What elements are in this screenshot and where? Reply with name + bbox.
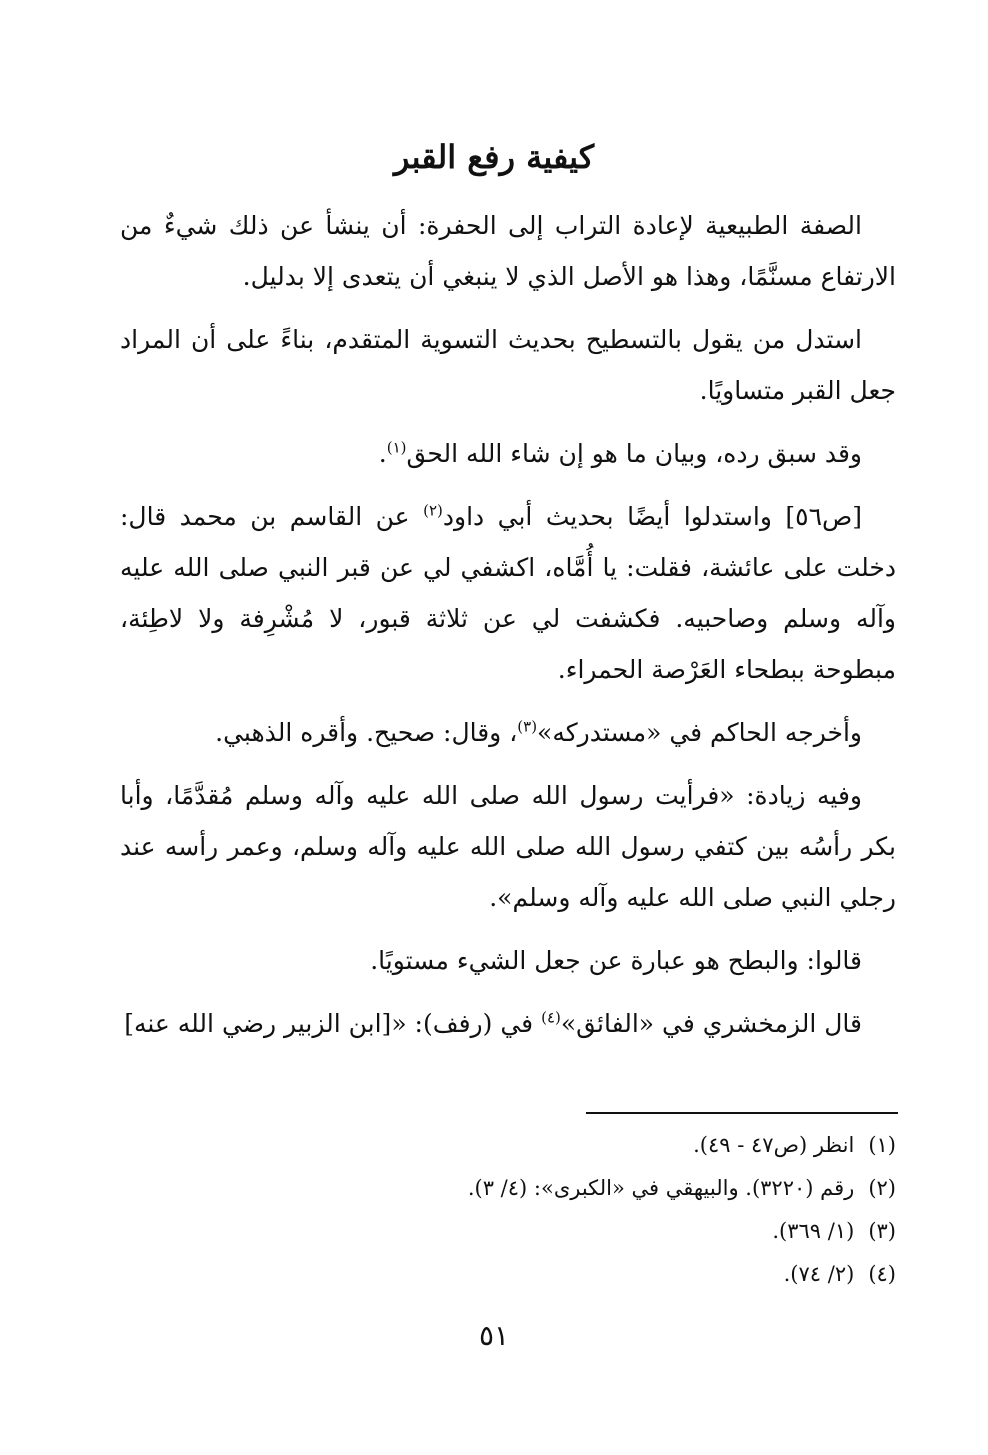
footnote-number: (١) xyxy=(868,1133,896,1157)
footnote-3 xyxy=(120,1210,896,1253)
paragraph-text: في (رفف): «[ابن الزبير رضي الله عنه] xyxy=(124,1009,542,1038)
footnote-divider xyxy=(586,1112,898,1114)
paragraph-text: الصفة الطبيعية لإعادة التراب إلى الحفرة: أن ينشأ عن ذلك شيءٌ من الارتفاع مسنَّمًا، وهذا هو الأصل الذي لا ينبغي أن يتعدى إلا بدليل. xyxy=(120,211,896,291)
page-number: ٥١ xyxy=(478,1319,510,1352)
paragraph-1 xyxy=(120,200,896,302)
footnote-4 xyxy=(120,1253,896,1296)
paragraph-4 xyxy=(120,491,896,695)
footnote-2 xyxy=(120,1167,896,1210)
footnote-text: انظر (ص٤٧ - ٤٩). xyxy=(693,1133,855,1157)
paragraph-3 xyxy=(120,428,896,479)
paragraph-text: قالوا: والبطح هو عبارة عن جعل الشيء مستويًا. xyxy=(370,946,862,975)
paragraph-text: ، وقال: صحيح. وأقره الذهبي. xyxy=(215,718,518,747)
paragraph-5 xyxy=(120,707,896,758)
paragraph-2 xyxy=(120,314,896,416)
paragraph-text: استدل من يقول بالتسطيح بحديث التسوية المتقدم، بناءً على أن المراد جعل القبر متساويًا. xyxy=(120,325,896,405)
paragraph-text: وأخرجه الحاكم في «مستدركه» xyxy=(537,718,862,747)
footnote-reference[interactable]: (١) xyxy=(386,438,407,457)
footnote-reference[interactable]: (٤) xyxy=(541,1008,561,1027)
footnote-reference[interactable]: (٢) xyxy=(423,501,443,520)
page-title: كيفية رفع القبر xyxy=(393,138,595,176)
footnote-text: (١/ ٣٦٩). xyxy=(772,1219,855,1243)
footnote-number: (٣) xyxy=(868,1219,896,1243)
footnote-text: رقم (٣٢٢٠). والبيهقي في «الكبرى»: (٤/ ٣). xyxy=(467,1176,855,1200)
footnote-reference[interactable]: (٣) xyxy=(517,717,538,736)
paragraph-text: وقد سبق رده، وبيان ما هو إن شاء الله الحق xyxy=(406,439,862,468)
footnote-1 xyxy=(120,1124,896,1167)
paragraph-7 xyxy=(120,935,896,986)
paragraph-6 xyxy=(120,770,896,923)
paragraph-text: عن القاسم بن محمد قال: دخلت على عائشة، فقلت: يا أُمَّاه، اكشفي لي عن قبر النبي صلى الله عليه وآله وسلم وصاحبيه. فكشفت لي عن ثلاثة قبور، لا مُشْرِفة ولا لاطِئة، مبطوحة ببطحاء العَرْصة الحمراء. xyxy=(120,502,896,684)
footnote-text: (٢/ ٧٤). xyxy=(783,1262,855,1286)
paragraph-text: . xyxy=(378,439,387,468)
paragraph-text: قال الزمخشري في «الفائق» xyxy=(560,1009,862,1038)
footnotes-section xyxy=(120,1124,896,1296)
footnote-number: (٤) xyxy=(868,1262,896,1286)
paragraph-text: وفيه زيادة: «فرأيت رسول الله صلى الله عليه وآله وسلم مُقدَّمًا، وأبا بكر رأسُه بين كتفي رسول الله صلى الله عليه وآله وسلم، وعمر رأسه عند رجلي النبي صلى الله عليه وآله وسلم». xyxy=(120,781,896,912)
paragraph-text: [ص٥٦] واستدلوا أيضًا بحديث أبي داود xyxy=(442,502,862,531)
main-text xyxy=(120,200,896,1061)
paragraph-8 xyxy=(120,998,896,1049)
footnote-number: (٢) xyxy=(868,1176,896,1200)
